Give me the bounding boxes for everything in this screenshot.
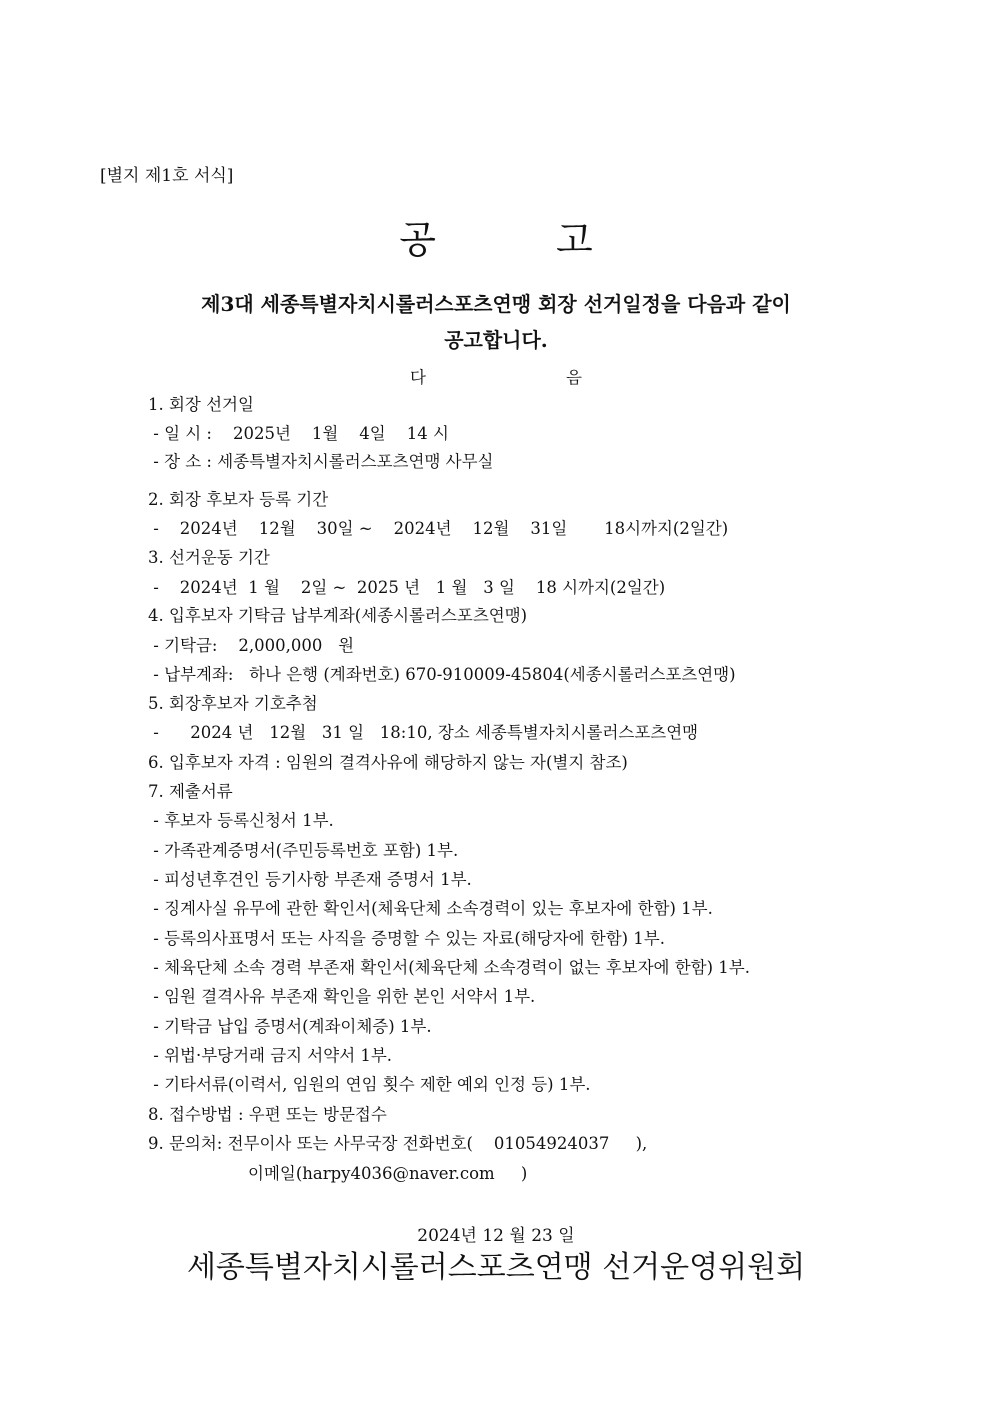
document-item: - 후보자 등록신청서 1부.: [148, 811, 334, 830]
issuing-organization: 세종특별자치시롤러스포츠연맹 선거운영위원회: [186, 1250, 806, 1285]
title-char-2: 고: [556, 218, 593, 262]
document-item: - 위법·부당거래 금지 서약서 1부.: [148, 1046, 393, 1065]
document-item: - 징계사실 유무에 관한 확인서(체육단체 소속경력이 있는 후보자에 한함) 1부.: [148, 899, 713, 918]
document-item: - 기탁금 납입 증명서(계좌이체증) 1부.: [148, 1017, 432, 1036]
announcement-date: 2024년 12 월 23 일: [417, 1226, 575, 1246]
document-item: - 임원 결격사유 부존재 확인을 위한 본인 서약서 1부.: [148, 987, 536, 1006]
section-6-eligibility: 6. 입후보자 자격 : 임원의 결격사유에 해당하지 않는 자(별지 참조): [148, 753, 628, 772]
document-item: - 등록의사표명서 또는 사직을 증명할 수 있는 자료(해당자에 한함) 1부.: [148, 929, 665, 948]
section-7-title: 7. 제출서류: [148, 782, 233, 801]
document-item: - 가족관계증명서(주민등록번호 포함) 1부.: [148, 841, 459, 860]
intro-line-2: 공고합니다.: [444, 328, 548, 352]
section-2-period: - 2024년 12월 30일 ~ 2024년 12월 31일 18시까지(2일간): [148, 519, 729, 538]
section-1-place: - 장 소 : 세종특별자치시롤러스포츠연맹 사무실: [148, 452, 494, 471]
heading-char-1: 다: [410, 368, 426, 387]
form-tag: [별지 제1호 서식]: [100, 166, 234, 186]
section-4-title: 4. 입후보자 기탁금 납부계좌(세종시롤러스포츠연맹): [148, 606, 528, 625]
section-4-deposit: - 기탁금: 2,000,000 원: [148, 636, 355, 655]
document-item: - 체육단체 소속 경력 부존재 확인서(체육단체 소속경력이 없는 후보자에 한함) 1부.: [148, 958, 750, 977]
section-3-period: - 2024년 1 월 2일 ~ 2025 년 1 월 3 일 18 시까지(2일간): [148, 578, 666, 597]
heading-da-eum: [0, 364, 992, 388]
document-title: [0, 216, 992, 264]
section-2-title: 2. 회장 후보자 등록 기간: [148, 490, 329, 509]
document-item: - 기타서류(이력서, 임원의 연임 횟수 제한 예외 인정 등) 1부.: [148, 1075, 591, 1094]
document-item: - 피성년후견인 등기사항 부존재 증명서 1부.: [148, 870, 472, 889]
section-1-title: 1. 회장 선거일: [148, 395, 254, 414]
section-9-contact: 9. 문의처: 전무이사 또는 사무국장 전화번호( 01054924037 ),: [148, 1134, 648, 1153]
section-3-title: 3. 선거운동 기간: [148, 548, 270, 567]
contact-email: 이메일(harpy4036@naver.com ): [248, 1164, 528, 1183]
section-4-account: - 납부계좌: 하나 은행 (계좌번호) 670-910009-45804(세종시롤러스포츠연맹): [148, 665, 736, 684]
section-1-datetime: - 일 시 : 2025년 1월 4일 14 시: [148, 424, 449, 443]
section-8-method: 8. 접수방법 : 우편 또는 방문접수: [148, 1105, 387, 1124]
heading-char-2: 음: [566, 368, 582, 387]
section-5-draw: - 2024 년 12월 31 일 18:10, 장소 세종특별자치시롤러스포츠연맹: [148, 723, 699, 742]
section-5-title: 5. 회장후보자 기호추첨: [148, 694, 318, 713]
intro-line-1: 제3대 세종특별자치시롤러스포츠연맹 회장 선거일정을 다음과 같이: [201, 292, 791, 316]
title-char-1: 공: [399, 218, 436, 262]
